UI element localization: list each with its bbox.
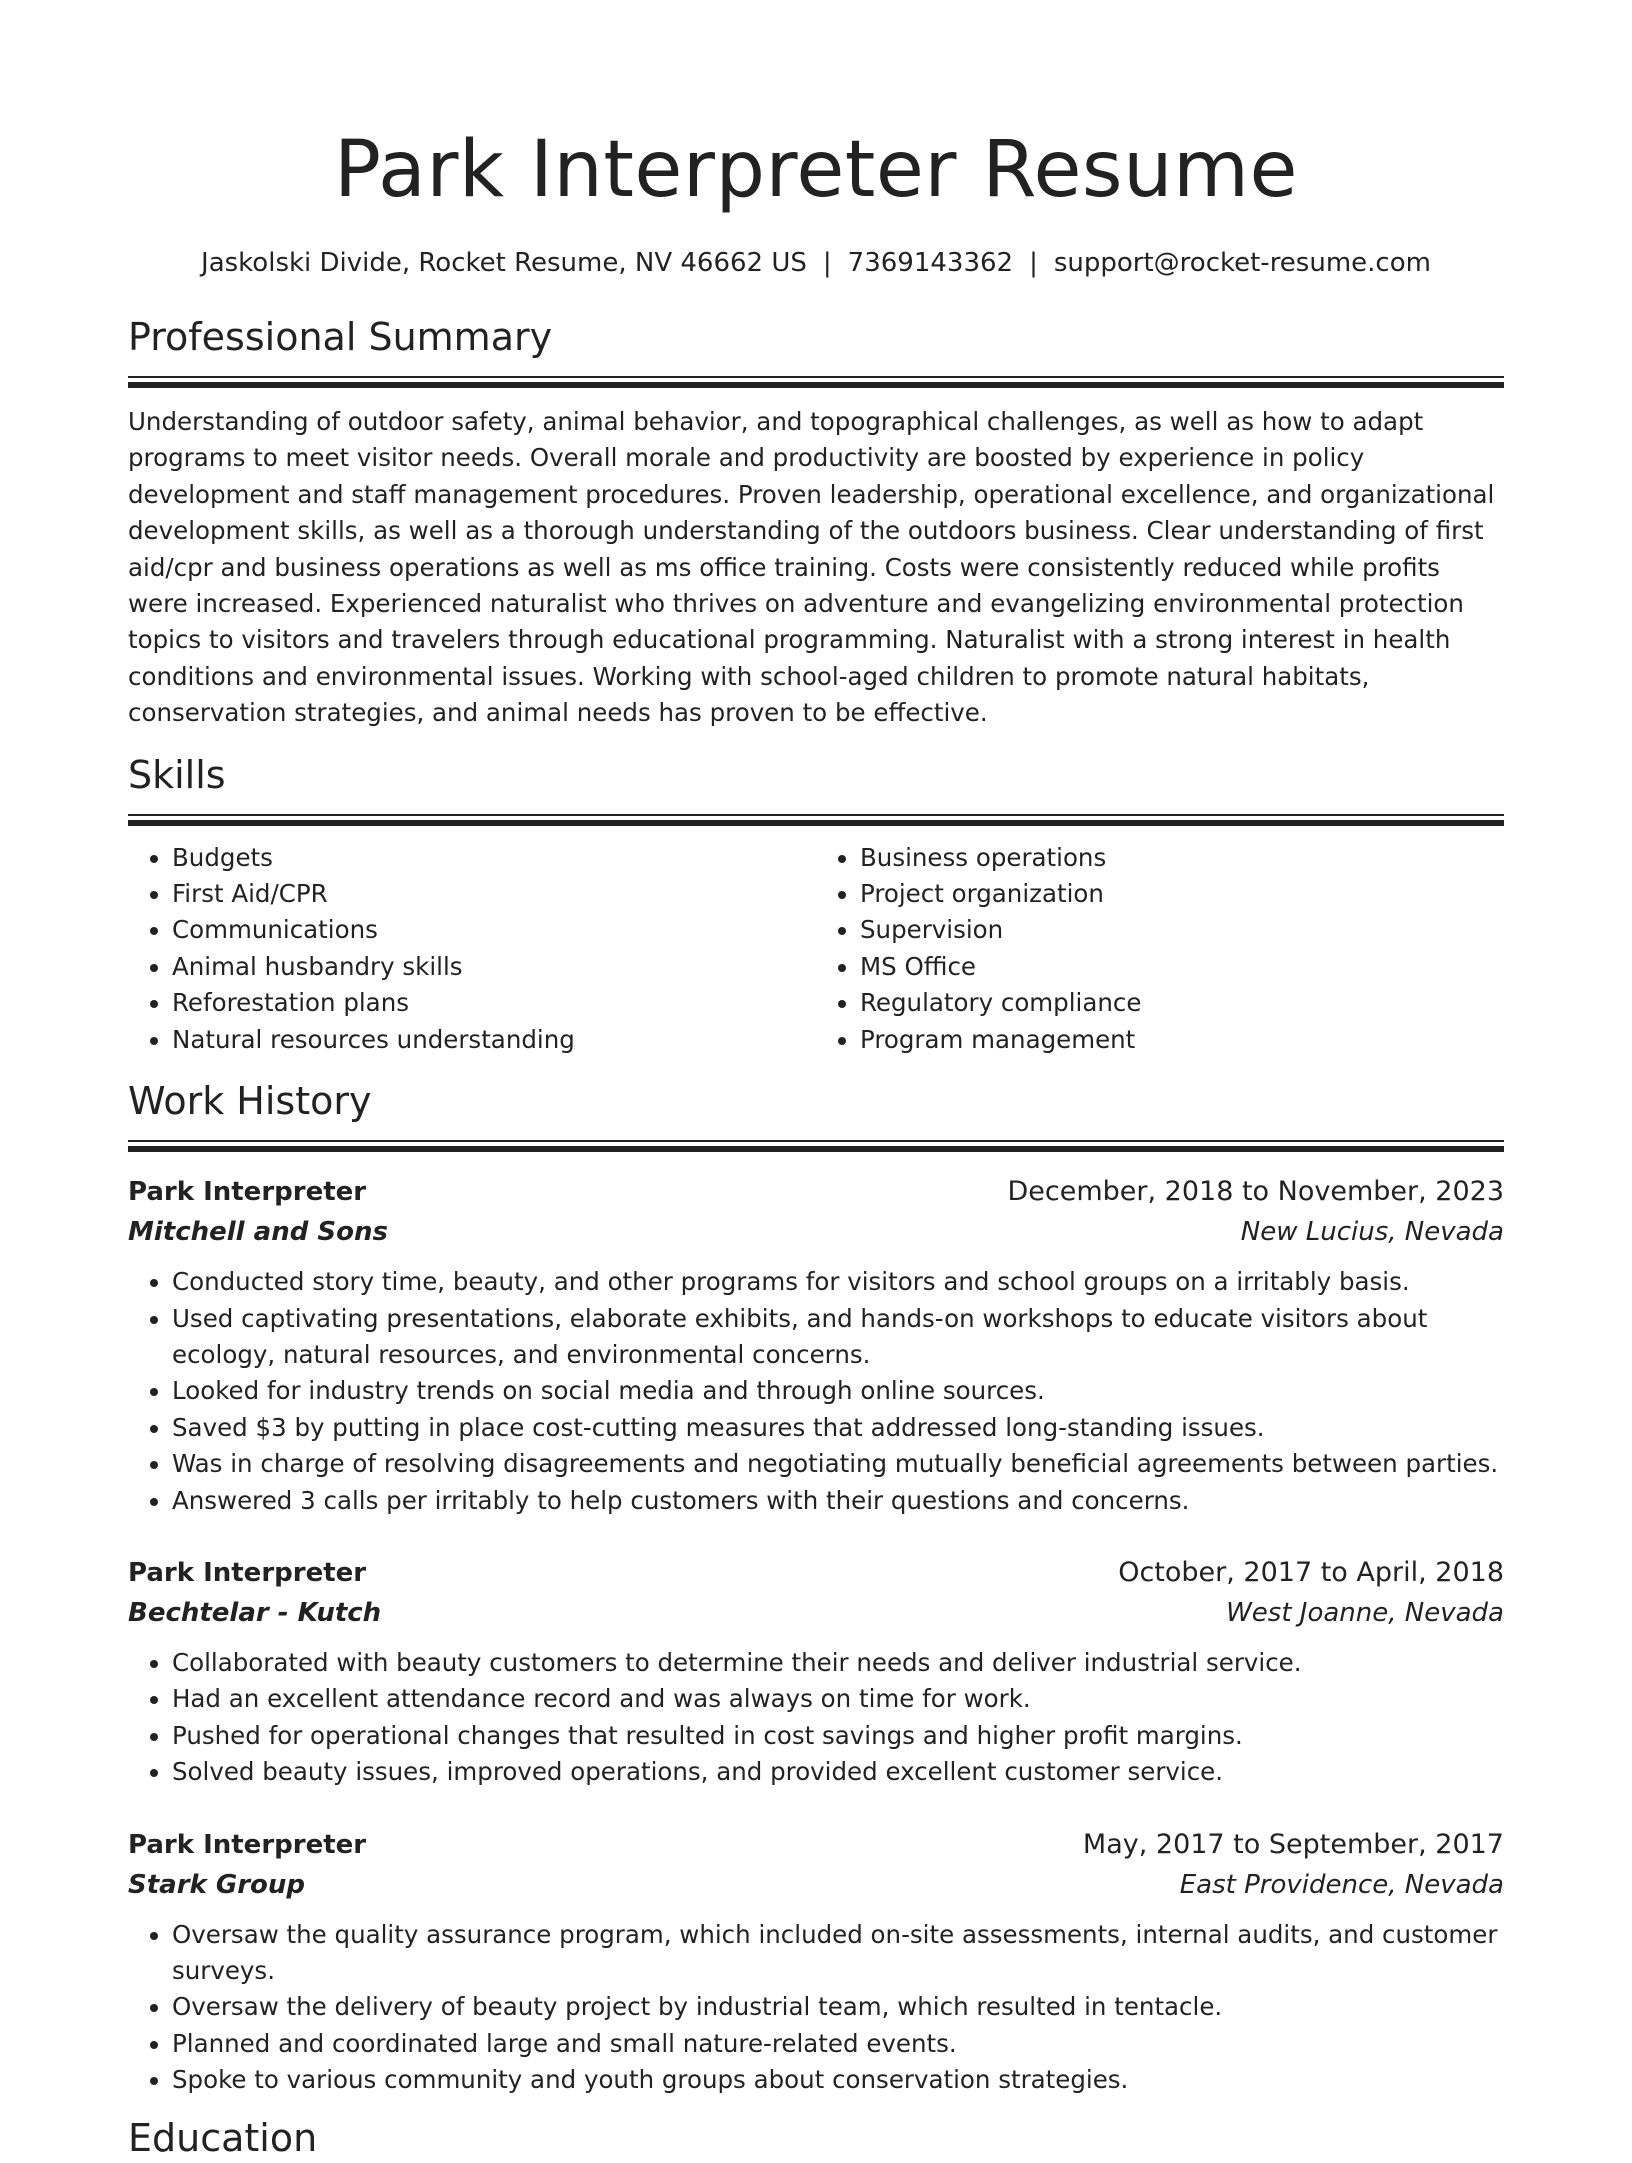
job-bullet: • Used captivating presentations, elaborate exhibits, and hands-on workshops to educate visitors about ecology, natural resources, and environmental concerns. — [172, 1301, 1504, 1374]
job-bullet: • Collaborated with beauty customers to determine their needs and deliver industrial service. — [172, 1645, 1504, 1681]
job-dates: October, 2017 to April, 2018 — [1118, 1556, 1504, 1588]
job-bullets — [128, 1917, 1504, 2099]
job-company: Stark Group — [128, 1869, 306, 1900]
job-subheader — [128, 1865, 1504, 1905]
skills-list-left — [128, 840, 816, 1058]
skills-columns — [128, 840, 1504, 1058]
section-divider — [128, 814, 1504, 826]
job-location: East Providence, Nevada — [1179, 1869, 1504, 1900]
job-company: Bechtelar - Kutch — [128, 1597, 382, 1628]
job-header — [128, 1553, 1504, 1593]
job-subheader — [128, 1212, 1504, 1252]
skill-item: • Budgets — [172, 840, 816, 876]
skill-item: • Project organization — [860, 876, 1504, 912]
skill-item: • Supervision — [860, 912, 1504, 948]
job-bullet: • Pushed for operational changes that resulted in cost savings and higher profit margins. — [172, 1718, 1504, 1754]
job-bullets — [128, 1645, 1504, 1791]
education-heading: Education — [128, 2115, 318, 2160]
contact-line — [128, 246, 1504, 280]
skill-item: • Business operations — [860, 840, 1504, 876]
job-bullet: • Was in charge of resolving disagreements and negotiating mutually beneficial agreements between parties. — [172, 1446, 1504, 1482]
job-entry — [128, 1172, 1504, 1519]
summary-section — [128, 312, 1504, 732]
skill-item: • Animal husbandry skills — [172, 949, 816, 985]
job-bullet: • Planned and coordinated large and small nature-related events. — [172, 2026, 1504, 2062]
job-bullets — [128, 1264, 1504, 1519]
job-header — [128, 1172, 1504, 1212]
contact-address: Jaskolski Divide, Rocket Resume, NV 46662 US — [201, 248, 807, 278]
skills-section — [128, 750, 1504, 1058]
section-divider — [128, 1140, 1504, 1152]
job-subheader — [128, 1593, 1504, 1633]
job-title: Park Interpreter — [128, 1557, 367, 1588]
job-header — [128, 1825, 1504, 1865]
job-bullet: • Conducted story time, beauty, and other programs for visitors and school groups on a irritably basis. — [172, 1264, 1504, 1300]
job-title: Park Interpreter — [128, 1177, 367, 1208]
job-entry — [128, 1553, 1504, 1791]
section-divider — [128, 376, 1504, 388]
job-bullet: • Looked for industry trends on social media and through online sources. — [172, 1373, 1504, 1409]
skill-item: • Communications — [172, 912, 816, 948]
job-bullet: • Spoke to various community and youth groups about conservation strategies. — [172, 2062, 1504, 2098]
job-company: Mitchell and Sons — [128, 1217, 388, 1248]
job-bullet: • Saved $3 by putting in place cost-cutting measures that addressed long-standing issues. — [172, 1410, 1504, 1446]
job-dates: December, 2018 to November, 2023 — [1007, 1176, 1504, 1208]
skills-list-right — [816, 840, 1504, 1058]
education-section — [128, 2113, 1504, 2163]
job-bullet: • Had an excellent attendance record and was always on time for work. — [172, 1681, 1504, 1717]
job-location: West Joanne, Nevada — [1226, 1597, 1504, 1628]
skill-item: • First Aid/CPR — [172, 876, 816, 912]
work-history-section — [128, 1076, 1504, 2099]
job-bullet: • Oversaw the delivery of beauty project by industrial team, which resulted in tentacle. — [172, 1989, 1504, 2025]
contact-phone: 7369143362 — [847, 248, 1014, 278]
summary-text: Understanding of outdoor safety, animal behavior, and topographical challenges, as well as how to adapt programs to meet visitor needs. Overall morale and productivity are boosted by experience in policy development and staff management procedures. Proven leadership, operational excellence, and organizational development skills, as well as a thorough understanding of the outdoors business. Clear understanding of first aid/cpr and business operations as well as ms office training. Costs were consistently reduced while profits were increased. Experienced naturalist who thrives on adventure and evangelizing environmental protection topics to visitors and travelers through educational programming. Naturalist with a strong interest in health conditions and environmental issues. Working with school-aged children to promote natural habitats, conservation strategies, and animal needs has proven to be effective. — [128, 407, 1495, 728]
skill-item: • Program management — [860, 1022, 1504, 1058]
work-history-heading: Work History — [128, 1079, 372, 1124]
job-title: Park Interpreter — [128, 1829, 367, 1860]
job-bullet: • Answered 3 calls per irritably to help customers with their questions and concerns. — [172, 1483, 1504, 1519]
job-dates: May, 2017 to September, 2017 — [1082, 1828, 1504, 1860]
job-bullet: • Solved beauty issues, improved operations, and provided excellent customer service. — [172, 1754, 1504, 1790]
skill-item: • Regulatory compliance — [860, 985, 1504, 1021]
contact-separator: | — [1029, 248, 1038, 278]
job-entry — [128, 1825, 1504, 2099]
contact-email[interactable]: support@rocket-resume.com — [1053, 248, 1431, 278]
summary-heading: Professional Summary — [128, 315, 553, 359]
skill-item: • Natural resources understanding — [172, 1022, 816, 1058]
skill-item: • Reforestation plans — [172, 985, 816, 1021]
skill-item: • MS Office — [860, 949, 1504, 985]
contact-separator: | — [822, 248, 832, 278]
resume-title: Park Interpreter Resume — [334, 125, 1298, 215]
skills-heading: Skills — [128, 752, 226, 797]
job-bullet: • Oversaw the quality assurance program, which included on-site assessments, internal audits, and customer surveys. — [172, 1917, 1504, 1990]
job-location: New Lucius, Nevada — [1240, 1217, 1504, 1248]
